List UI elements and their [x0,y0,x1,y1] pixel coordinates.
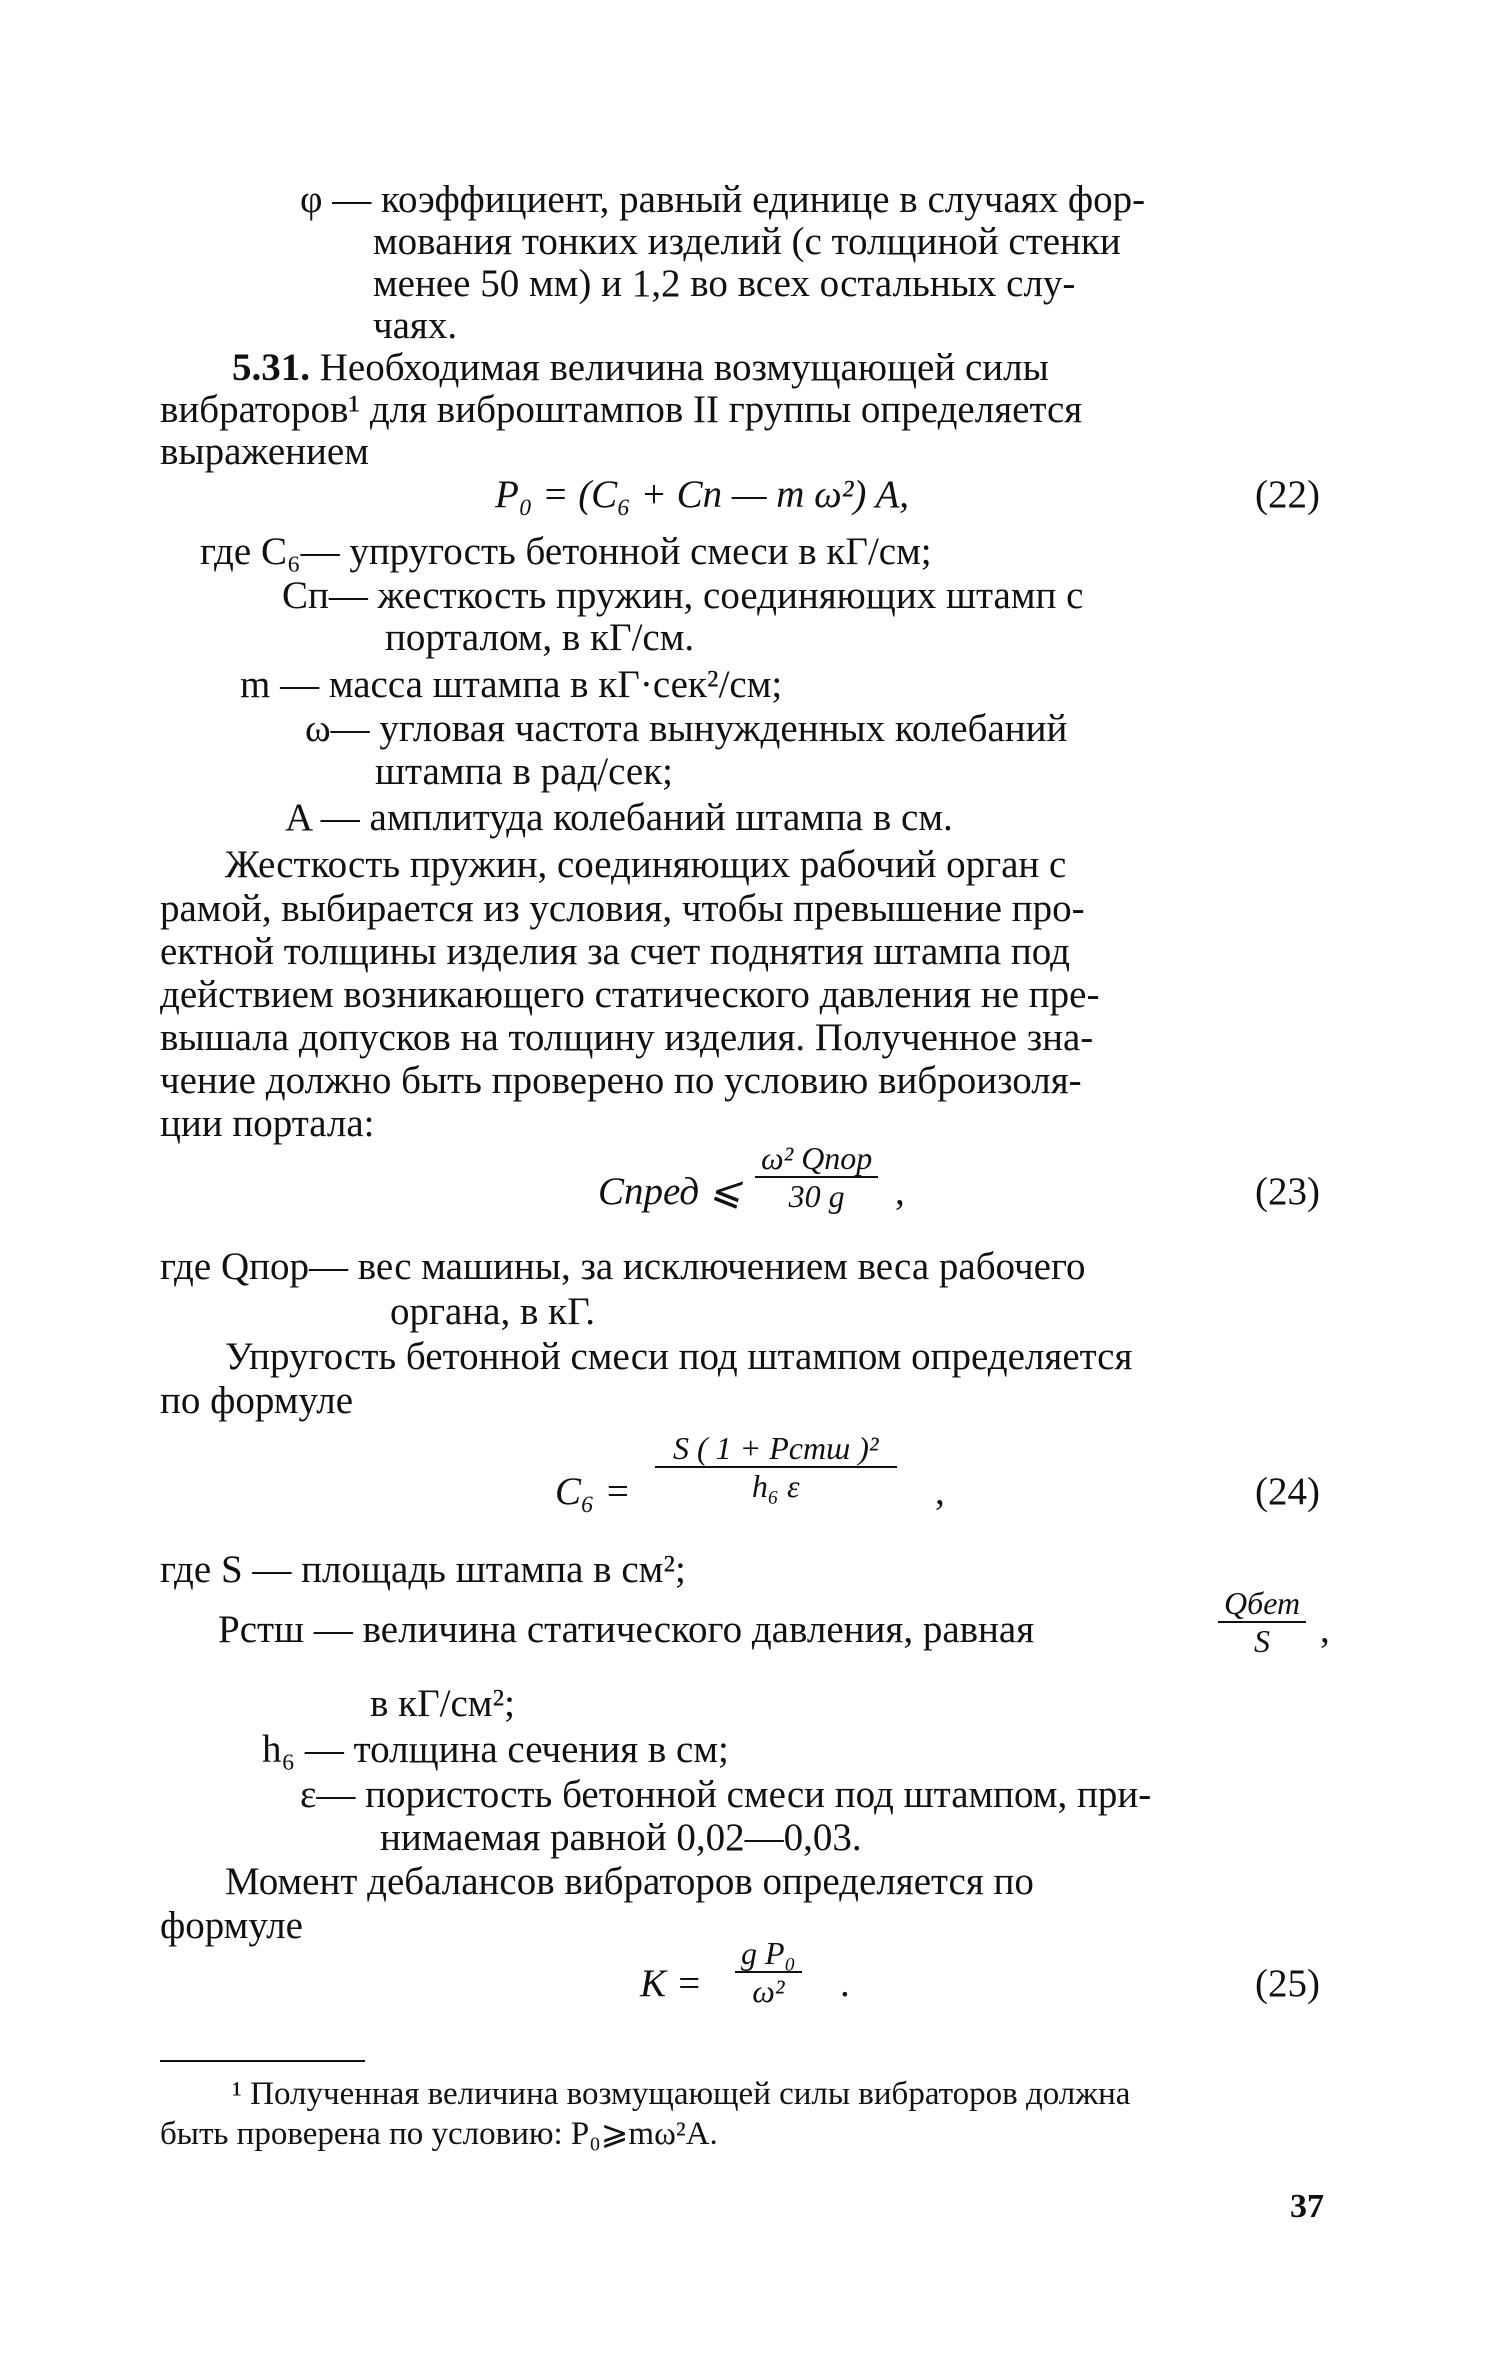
def-qpor: где Qпор— вес машины, за исключением веса рабочего [160,1245,1086,1288]
equation-23-denominator: 30 g [755,1176,878,1214]
equation-23-fraction [755,1140,878,1214]
def-p-tail: , [1320,1608,1330,1651]
equation-22: P₀ = (C₆ + Cп — m ω²) A, [495,473,910,516]
equation-25-numerator: g P₀ [741,1935,796,1971]
section-5-31-line1: Необходимая величина возмущающей силы [319,346,1049,389]
def-p-fraction [1218,1585,1306,1659]
para-stiff-l1: Жесткость пружин, соединяющих рабочий орган с [225,843,1067,886]
def-phi-line2: мования тонких изделий (с толщиной стенки [373,220,1121,263]
section-5-31-line3: выражением [160,430,369,473]
def-p: Pстш — величина статического давления, равная [218,1608,1035,1651]
def-p-line2: в кГ/см²; [370,1682,516,1725]
para-stiff-l3: ектной толщины изделия за счет поднятия штампа под [160,930,1071,973]
def-eps-line2: нимаемая равной 0,02—0,03. [380,1816,862,1859]
para-stiff-l5: вышала допусков на толщину изделия. Полученное зна- [160,1016,1094,1059]
para-stiff-l2: рамой, выбирается из условия, чтобы превышение про- [160,887,1085,930]
equation-24-fraction [655,1430,897,1504]
footnote-rule [160,2060,365,2062]
equation-24-tail: , [935,1470,945,1513]
def-qpor-line2: органа, в кГ. [390,1290,595,1333]
def-phi: φ — коэффициент, равный единице в случаях фор- [300,178,1146,221]
def-p-numerator: Qбет [1224,1585,1301,1621]
def-m: m — масса штампа в кГ·сек²/см; [240,663,783,706]
def-phi-line3: менее 50 мм) и 1,2 во всех остальных слу- [373,262,1076,305]
equation-25-lhs: K = [640,1962,703,2005]
section-5-31 [232,346,1049,390]
section-number: 5.31. [232,346,310,389]
section-5-31-line2: вибраторов¹ для виброштампов II группы определяется [160,388,1083,431]
def-phi-line4: чаях. [373,304,458,347]
def-omega-line2: штампа в рад/сек; [375,750,674,793]
def-p-denominator: S [1218,1621,1306,1659]
para-moment-l2: формуле [160,1904,303,1947]
equation-23-lhs: Cпред ⩽ [598,1170,742,1213]
equation-24-lhs: C₆ = [555,1470,631,1513]
equation-23-tail: , [895,1170,905,1213]
equation-25-number: (25) [1255,1962,1320,2005]
def-c6: где C₆— упругость бетонной смеси в кГ/см; [200,530,932,573]
para-elastic-l2: по формуле [160,1379,354,1422]
equation-23-numerator: ω² Qпор [761,1140,873,1176]
def-cp-line2: порталом, в кГ/см. [385,616,695,659]
def-omega: ω— угловая частота вынужденных колебаний [305,707,1068,750]
footnote-line2: быть проверена по условию: P₀⩾mω²A. [160,2116,718,2152]
equation-24-denominator: h₆ ε [655,1466,897,1504]
footnote-line1: ¹ Полученная величина возмущающей силы вибраторов должна [232,2076,1131,2112]
para-stiff-l6: чение должно быть проверено по условию виброизоля- [160,1059,1082,1102]
equation-24-numerator: S ( 1 + Pстш )² [673,1430,879,1466]
para-moment-l1: Момент дебалансов вибраторов определяется по [225,1860,1034,1903]
equation-25-fraction [735,1935,802,2009]
def-eps: ε— пористость бетонной смеси под штампом, при- [300,1773,1152,1816]
equation-23-number: (23) [1255,1170,1320,1213]
equation-25-denominator: ω² [735,1971,802,2009]
def-h: h₆ — толщина сечения в см; [262,1728,729,1771]
equation-25-tail: . [840,1962,850,2005]
page-number: 37 [1290,2188,1324,2225]
para-stiff-l4: действием возникающего статического давления не пре- [160,973,1100,1016]
equation-22-number: (22) [1255,473,1320,516]
equation-24-number: (24) [1255,1470,1320,1513]
def-cp: Cп— жесткость пружин, соединяющих штамп с [282,574,1084,617]
para-elastic-l1: Упругость бетонной смеси под штампом определяется [225,1335,1133,1378]
def-a: A — амплитуда колебаний штампа в см. [285,796,953,839]
def-s: где S — площадь штампа в см²; [160,1548,686,1591]
para-stiff-l7: ции портала: [160,1102,375,1145]
